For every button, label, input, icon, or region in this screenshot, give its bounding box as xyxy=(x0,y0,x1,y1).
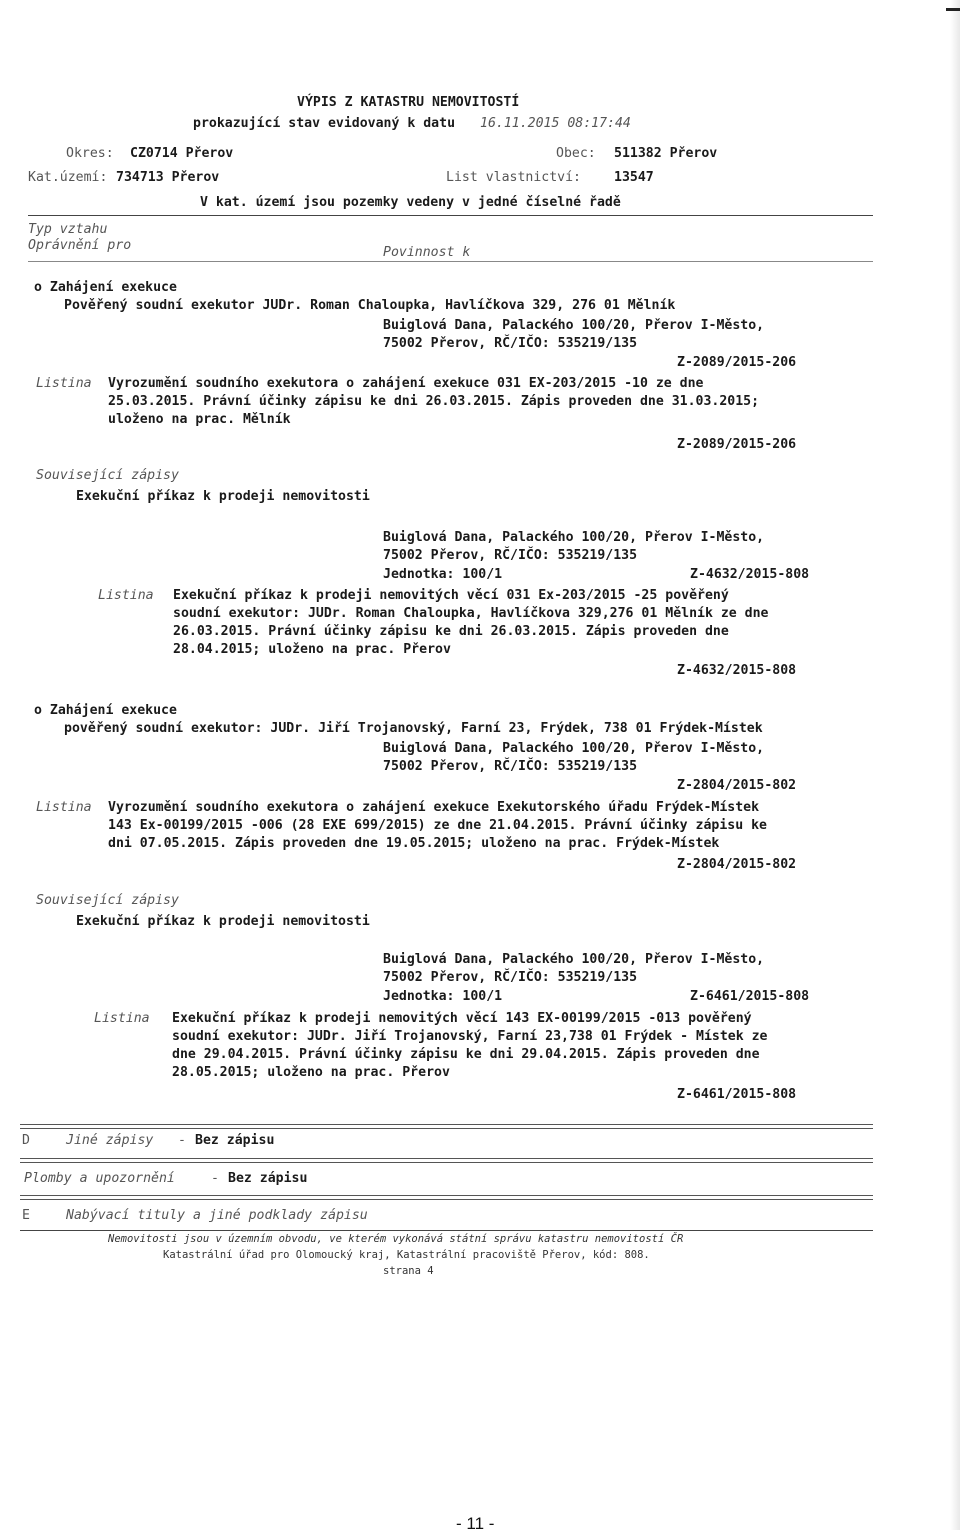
entry-1-owner-line1: Buiglová Dana, Palackého 100/20, Přerov I-Město, xyxy=(383,318,765,333)
footer-note: Nemovitosti jsou v územním obvodu, ve kterém vykonává státní správu katastru nemovitostí ČR xyxy=(108,1233,684,1245)
numbering-note: V kat. území jsou pozemky vedeny v jedné číselné řadě xyxy=(200,195,621,210)
entry-1-related-listina-line4: 28.04.2015; uloženo na prac. Přerov xyxy=(173,642,451,657)
entry-2-listina-line2: 143 Ex-00199/2015 -006 (28 EXE 699/2015) ze dne 21.04.2015. Právní účinky zápisu ke xyxy=(108,818,767,833)
lv-label: List vlastnictví: xyxy=(446,170,581,185)
opravneni-pro-label: Oprávnění pro xyxy=(28,238,132,253)
kat-uzemi-label: Kat.území: xyxy=(28,170,108,185)
entry-2-related-label: Související zápisy xyxy=(36,893,179,908)
entry-1-related-listina-line2: soudní exekutor: JUDr. Roman Chaloupka, Havlíčkova 329,276 01 Mělník ze dne xyxy=(173,606,769,621)
entry-1-related-listina-label: Listina xyxy=(98,588,154,603)
entry-1-owner-line2: 75002 Přerov, RČ/IČO: 535219/135 xyxy=(383,336,638,351)
typ-vztahu-label: Typ vztahu xyxy=(28,222,108,237)
obec-label: Obec: xyxy=(556,146,596,161)
entry-2-ref-1: Z-2804/2015-802 xyxy=(677,778,797,793)
entry-2-related-title: Exekuční příkaz k prodeji nemovitosti xyxy=(76,914,370,929)
entry-1-listina-line2: 25.03.2015. Právní účinky zápisu ke dni 26.03.2015. Zápis proveden dne 31.03.2015; xyxy=(108,394,760,409)
entry-1-related-owner-line2: 75002 Přerov, RČ/IČO: 535219/135 xyxy=(383,548,638,563)
entry-2-listina-line1: Vyrozumění soudního exekutora o zahájení exekuce Exekutorského úřadu Frýdek-Místek xyxy=(108,800,760,815)
extract-datetime: 16.11.2015 08:17:44 xyxy=(480,116,631,131)
entry-2-title: o Zahájení exekuce xyxy=(34,703,177,718)
entry-1-related-listina-line1: Exekuční příkaz k prodeji nemovitých věcí 031 Ex-203/2015 -25 pověřený xyxy=(173,588,729,603)
plomby-label: Plomby a upozornění xyxy=(24,1171,175,1186)
kat-uzemi-value: 734713 Přerov xyxy=(116,170,220,185)
entry-1-related-title: Exekuční příkaz k prodeji nemovitosti xyxy=(76,489,370,504)
column-header-rule xyxy=(28,261,873,262)
footer-office: Katastrální úřad pro Olomoucký kraj, Katastrální pracoviště Přerov, kód: 808. xyxy=(163,1249,650,1261)
section-d-label: Jiné zápisy xyxy=(66,1133,154,1148)
entry-2-executor: pověřený soudní exekutor: JUDr. Jiří Trojanovský, Farní 23, Frýdek, 738 01 Frýdek-Místek xyxy=(64,721,763,736)
entry-2-related-ref-2: Z-6461/2015-808 xyxy=(677,1087,797,1102)
section-e-label: Nabývací tituly a jiné podklady zápisu xyxy=(66,1208,368,1223)
section-d-dash: - xyxy=(178,1133,186,1148)
entry-2-ref-2: Z-2804/2015-802 xyxy=(677,857,797,872)
povinnost-k-label: Povinnost k xyxy=(383,245,471,260)
entry-1-related-owner-line1: Buiglová Dana, Palackého 100/20, Přerov I-Město, xyxy=(383,530,765,545)
section-d-top-rule xyxy=(20,1124,873,1129)
document-subtitle: prokazující stav evidovaný k datu xyxy=(193,116,456,131)
lv-value: 13547 xyxy=(614,170,654,185)
obec-value: 511382 Přerov xyxy=(614,146,718,161)
entry-1-related-unit: Jednotka: 100/1 xyxy=(383,567,503,582)
entry-1-related-listina-line3: 26.03.2015. Právní účinky zápisu ke dni 26.03.2015. Zápis proveden dne xyxy=(173,624,729,639)
entry-2-owner-line1: Buiglová Dana, Palackého 100/20, Přerov I-Město, xyxy=(383,741,765,756)
section-d-letter: D xyxy=(22,1133,30,1148)
section-d-bottom-rule xyxy=(20,1158,873,1163)
entry-1-related-ref-2: Z-4632/2015-808 xyxy=(677,663,797,678)
okres-label: Okres: xyxy=(66,146,114,161)
entry-1-ref-2: Z-2089/2015-206 xyxy=(677,437,797,452)
entry-1-related-ref-1: Z-4632/2015-808 xyxy=(690,567,810,582)
entry-1-related-label: Související zápisy xyxy=(36,468,179,483)
section-d-value: Bez zápisu xyxy=(195,1133,275,1148)
scan-corner-mark xyxy=(946,8,960,11)
page-number: - 11 - xyxy=(456,1514,495,1533)
scan-edge-shadow xyxy=(950,0,960,1530)
entry-2-listina-line3: dni 07.05.2015. Zápis proveden dne 19.05.2015; uloženo na prac. Frýdek-Místek xyxy=(108,836,720,851)
section-e-rule xyxy=(20,1230,873,1231)
entry-2-related-owner-line1: Buiglová Dana, Palackého 100/20, Přerov I-Město, xyxy=(383,952,765,967)
section-e-letter: E xyxy=(22,1208,30,1223)
entry-1-ref-1: Z-2089/2015-206 xyxy=(677,355,797,370)
entry-2-related-listina-line3: dne 29.04.2015. Právní účinky zápisu ke dni 29.04.2015. Zápis proveden dne xyxy=(172,1047,760,1062)
entry-2-related-owner-line2: 75002 Přerov, RČ/IČO: 535219/135 xyxy=(383,970,638,985)
document-title: VÝPIS Z KATASTRU NEMOVITOSTÍ xyxy=(297,95,520,110)
okres-value: CZ0714 Přerov xyxy=(130,146,234,161)
entry-1-listina-label: Listina xyxy=(36,376,92,391)
entry-2-related-listina-line1: Exekuční příkaz k prodeji nemovitých věcí 143 EX-00199/2015 -013 pověřený xyxy=(172,1011,752,1026)
entry-2-related-ref-1: Z-6461/2015-808 xyxy=(690,989,810,1004)
entry-2-related-listina-label: Listina xyxy=(94,1011,150,1026)
plomby-value: Bez zápisu xyxy=(228,1171,308,1186)
entry-2-listina-label: Listina xyxy=(36,800,92,815)
entry-1-title: o Zahájení exekuce xyxy=(34,280,177,295)
entry-1-listina-line3: uloženo na prac. Mělník xyxy=(108,412,291,427)
plomby-bottom-rule xyxy=(20,1195,873,1200)
entry-1-executor: Pověřený soudní exekutor JUDr. Roman Chaloupka, Havlíčkova 329, 276 01 Mělník xyxy=(64,298,676,313)
footer-strana: strana 4 xyxy=(383,1265,434,1277)
entry-2-related-listina-line2: soudní exekutor: JUDr. Jiří Trojanovský, Farní 23,738 01 Frýdek - Místek ze xyxy=(172,1029,768,1044)
plomby-dash: - xyxy=(211,1171,219,1186)
entry-2-related-unit: Jednotka: 100/1 xyxy=(383,989,503,1004)
entry-2-related-listina-line4: 28.05.2015; uloženo na prac. Přerov xyxy=(172,1065,450,1080)
header-rule xyxy=(28,215,873,216)
entry-1-listina-line1: Vyrozumění soudního exekutora o zahájení exekuce 031 EX-203/2015 -10 ze dne xyxy=(108,376,704,391)
entry-2-owner-line2: 75002 Přerov, RČ/IČO: 535219/135 xyxy=(383,759,638,774)
